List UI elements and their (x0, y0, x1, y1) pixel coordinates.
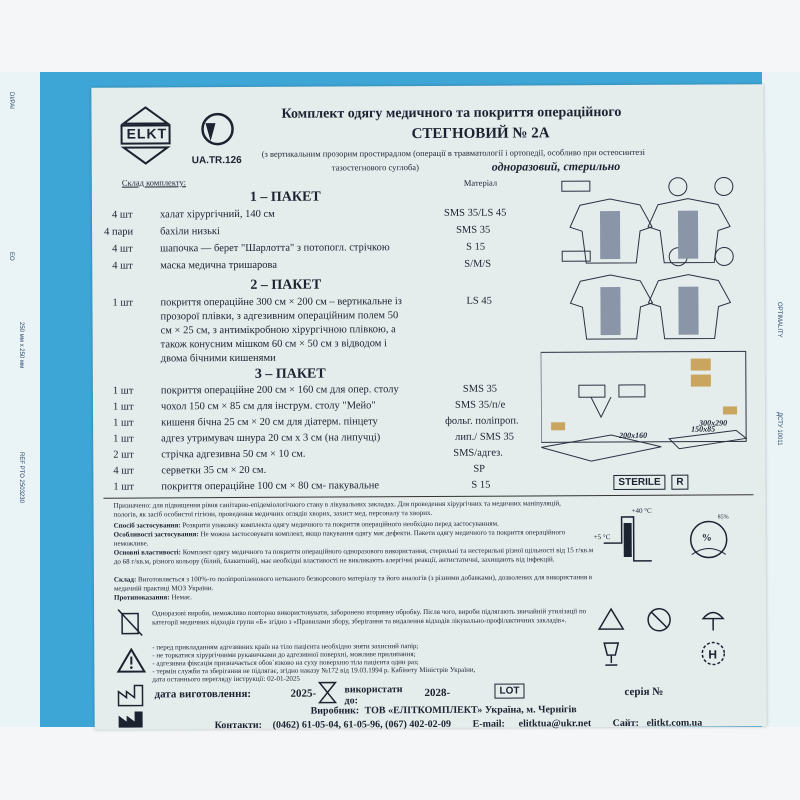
cert-code: UA.TR.126 (191, 154, 242, 167)
features-label: Особливості застосування: (113, 530, 199, 539)
no-reuse-icon (646, 607, 672, 638)
item-desc: кишеня бічна 25 см × 20 см для діатерм. пінцету (161, 416, 378, 429)
item-desc: бахіли низькі (160, 226, 220, 238)
item-desc: чохол 150 см × 85 см для інструм. столу "Мейо" (160, 400, 376, 413)
divider (103, 494, 753, 498)
temp-low: +5 °C (593, 533, 611, 542)
item-desc: халат хірургічний, 140 см (159, 208, 275, 221)
item-qty: 4 шт (111, 209, 133, 221)
maker-text: ТОВ «ЕЛІТКОМПЛЕКТ» Україна, м. Чернігів (364, 704, 577, 717)
item-desc: см × 25 см, з антимікробною хірургічною плівкою, а (160, 324, 396, 337)
item-qty: 4 пари (104, 226, 134, 238)
item-qty: 1 шт (112, 297, 134, 309)
contacts-text: (0462) 61-05-04, 61-05-96, (067) 402-02-09 (272, 718, 452, 731)
item-desc: покриття операційне 200 см × 160 см для опер. столу (160, 384, 399, 397)
item-desc: також конусним мішком 60 см × 50 см з відводом і (160, 338, 387, 351)
warning-line: - перед прикладанням адгезивних країв на тіло пацієнта необхідно зняти захисний папір; (152, 642, 419, 652)
warning-line: - адгезивна фіксація призначається обов`язково на суху поверхню тіла пацієнта один раз; (152, 658, 419, 668)
sterile-badge (613, 475, 665, 490)
item-qty: 1 шт (113, 417, 134, 429)
item-desc: покриття операційне 300 см × 200 см – вертикальне із (160, 296, 402, 309)
series-label: серія № (624, 685, 664, 698)
temperature-limit-icon (594, 505, 664, 575)
dim-label: 150х85 (691, 424, 716, 434)
item-material: S 15 (471, 479, 491, 491)
purpose-text: Призначено: для підвищення рівня санітарно-епідеміологічного стану в лікувальних закладах. Для проведення хірургічних та медичних маніпуляцій, пологів, як засіб особистої гігієни, проведення медичних оглядів хворих, захист мед. персоналу та хворих. (113, 499, 561, 519)
site-text: elitkt.com.ua (646, 717, 703, 729)
item-material: SMS 35/п/е (454, 399, 506, 411)
sterile-text: STERILE (618, 476, 661, 489)
composition-text: Виготовляється з 100%-го поліпропіленового нетканого безворсового матеріалу та його аналогів (з різними добавками), дозволених для використання в медичній практиці МОЗ України. (113, 573, 593, 593)
features-text: Не можна застосовувати комплект, якщо пакування одягу має дефекти. Пакети одягу медичного та покриття операційного неможливе. (113, 528, 566, 548)
edge-text: REF PTO 2503230 (18, 452, 24, 503)
site-label: Сайт: (612, 717, 639, 730)
item-qty: 1 шт (112, 385, 134, 397)
item-desc: серветки 35 см × 20 см. (161, 464, 267, 477)
edge-text: ДСТУ 10011 (776, 412, 782, 446)
item-material: S/M/S (464, 258, 492, 270)
maker-label: Виробник: (310, 705, 360, 717)
item-qty: 1 шт (113, 481, 135, 493)
package-seal-left (0, 72, 40, 727)
disposable-label: одноразовий, стерильно (491, 158, 621, 174)
lot-text: LOT (499, 685, 520, 697)
item-material: SMS 35/LS 45 (443, 207, 507, 219)
item-material: SMS/адгез. (453, 447, 503, 459)
edge-text: 250 мм х 250 мм (18, 322, 24, 369)
email-label: E-mail: (472, 718, 505, 730)
item-qty: 1 шт (113, 433, 134, 445)
hospital-icon (700, 640, 726, 671)
composition-label: Склад: (113, 575, 137, 584)
sterile-r-badge (671, 475, 688, 490)
subtitle-line-2: тазостегнового суглоба) (331, 162, 419, 173)
elkt-logo (119, 105, 171, 167)
item-qty: 2 шт (113, 449, 134, 461)
item-desc: стрічка адгезивна 50 см × 10 см. (161, 448, 306, 461)
item-desc: маска медична тришарова (160, 259, 278, 272)
label-sheet (91, 84, 766, 730)
year-use: 2028- (424, 686, 451, 700)
sterile-r-text: R (676, 476, 684, 488)
item-qty: 4 шт (112, 243, 133, 255)
subtitle-line-1: (з вертикальним прозорим простирадлом (операції в травматології і ортопедії, особливо при остеосинтезі (261, 146, 646, 159)
warning-icon (116, 647, 146, 678)
date-label: дата виготовлення: (154, 687, 252, 701)
use-by-label: використати до: (344, 684, 403, 707)
edge-text: EO (8, 252, 14, 261)
item-material: SP (473, 463, 486, 475)
props-text: Комплект одягу медичного та покриття операційного одноразового використання, стерильні та нестерильні різної щільності від 15 г/кв.м до 68 г/кв.м, різного кольору (білий, блакитний), має необхідні властивості не викликають алергічні реакції, антистатичні, захищають від інфекцій. (113, 546, 594, 566)
item-material: LS 45 (466, 295, 492, 307)
year-made: 2025- (290, 687, 317, 700)
humidity-value: 85% (717, 514, 729, 521)
item-qty: 4 шт (112, 260, 133, 272)
recycle-icon (596, 607, 626, 638)
props-label: Основні властивості: (113, 548, 181, 557)
ua-cert-icon (199, 109, 235, 154)
keep-dry-icon (700, 606, 726, 637)
item-material: лип./ SMS 35 (455, 431, 514, 443)
humidity-limit-icon (684, 514, 734, 564)
dim-label: 300х290 (699, 418, 728, 428)
item-material: фольг. поліпроп. (445, 415, 519, 427)
kit-label: Склад комплекту: (121, 177, 186, 188)
brand-name: ELKT (126, 125, 168, 142)
packet-3-title: 3 – ПАКЕТ (254, 366, 326, 382)
item-material: SMS 35 (462, 383, 498, 395)
edge-text: OPTIMALITY (776, 302, 782, 338)
packet-1-title: 1 – ПАКЕТ (249, 189, 321, 205)
package-seal-right (762, 72, 800, 727)
item-desc: покриття операційне 100 см × 80 см- пакувальне (161, 480, 380, 493)
recycle-text: Одноразові вироби, неможливо повторно використовувати, заборонено вторинну обробку. Після чого, вироби підлягають звичайній утилізації по категорії медичних відходів групи «Б» згідно з «Правилами збору, зберігання та видалення відходів лікувально-профілактичних закладів». (152, 607, 587, 627)
item-qty: 4 шт (113, 465, 134, 477)
usage-text: Розкрити упаковку комплекта одягу медичного та покриття операційного необхідно перед застосуванням. (182, 519, 499, 530)
title-line-1: Комплект одягу медичного та покриття операційного (281, 104, 622, 122)
edge-text: DI/PAI (8, 92, 14, 109)
packet-2-title: 2 – ПАКЕТ (250, 277, 322, 293)
warning-line: - термін служби та зберігання не підлягає, згідно наказу №172 від 19.03.1994 р. Кабінету Міністрів України, (152, 665, 476, 676)
humidity-percent: % (701, 532, 712, 544)
email-text: elitktua@ukr.net (518, 718, 592, 730)
contacts-label: Контакти: (214, 719, 263, 732)
contra-text: Немає. (171, 593, 192, 602)
item-desc: шапочка — берет "Шарлотта" з потопогл. стрічкою (160, 242, 390, 255)
temp-high: +40 °C (631, 506, 652, 515)
do-not-dispose-icon (116, 607, 144, 642)
title-line-2: СТЕГНОВИЙ № 2А (411, 125, 550, 143)
warning-line: - не торкатися хірургічними рукавичками до адгезивної поверхні, можливе прилипання; (152, 650, 416, 660)
usage-label: Спосіб застосування: (113, 521, 181, 530)
warning-line: дата останнього перегляду інструкції: 02-01-2025 (152, 674, 300, 684)
item-material: SMS 35 (456, 224, 491, 236)
material-label: Матеріал (463, 177, 498, 188)
item-qty: 1 шт (112, 401, 134, 413)
svg-text:H: H (708, 647, 718, 662)
item-desc: двома бічними кишенями (160, 352, 276, 365)
manufacturer-icon (117, 709, 145, 734)
item-desc: прозорої плівки, з адгезивним операційним полем 50 (160, 310, 399, 323)
glass-fragile-icon (598, 641, 624, 672)
kit-illustration (540, 176, 752, 477)
item-desc: адгез утримувач шнура 20 см х 3 см (на липучці) (161, 432, 381, 445)
manufacture-date-icon (116, 683, 144, 712)
lot-badge (494, 684, 524, 699)
contra-label: Протипоказання: (113, 593, 170, 602)
item-material: S 15 (466, 241, 486, 253)
dim-label: 200х160 (619, 430, 648, 441)
